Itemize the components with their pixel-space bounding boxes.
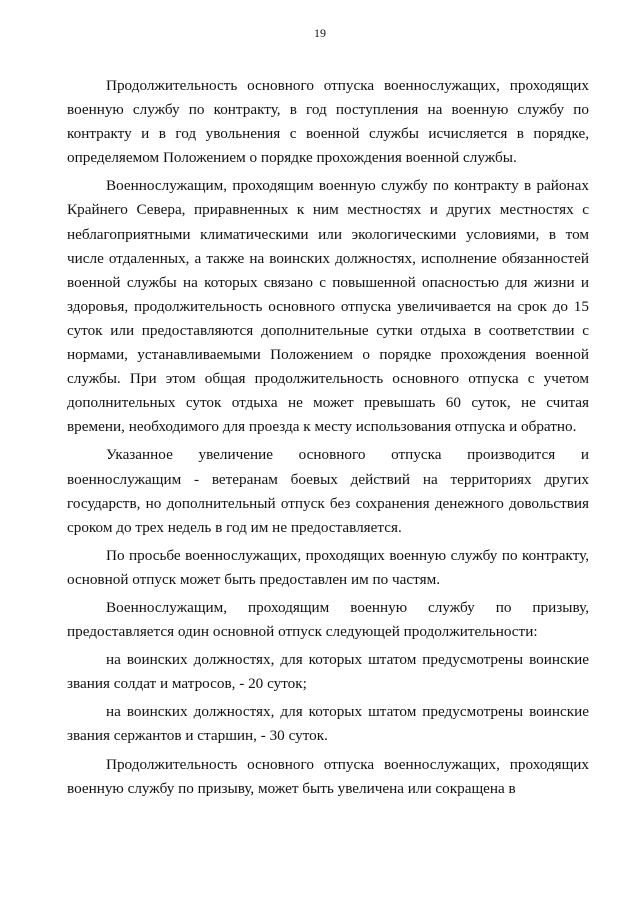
page-number: 19 xyxy=(314,26,326,40)
paragraph-veterans-extension: Указанное увеличение основного отпуска производится и военнослужащим - ветеранам боевых действий на территориях других государств, но дополнительный отпуск без сохранения денежного довольствия сроком до трех недель в год им не предоставляется. xyxy=(67,446,589,536)
paragraph-leave-in-parts: По просьбе военнослужащих, проходящих военную службу по контракту, основной отпуск может быть предоставлен им по частям. xyxy=(67,546,589,588)
paragraph-conscript-leave: Военнослужащим, проходящим военную службу по призыву, предоставляется один основной отпуск следующей продолжительности: xyxy=(67,598,589,641)
paragraph-conscript-leave-adjustment: Продолжительность основного отпуска военнослужащих, проходящих военную службу по призыву, может быть увеличена или сокращена в xyxy=(67,755,589,797)
document-body xyxy=(67,74,589,801)
paragraph-sergeants-30-days: на воинских должностях, для которых штатом предусмотрены воинские звания сержантов и старшин, - 30 суток. xyxy=(67,703,589,745)
paragraph-main-leave-contract-year: Продолжительность основного отпуска военнослужащих, проходящих военную службу по контракту, в год поступления на военную службу по контракту и в год увольнения с военной службы исчисляется в порядке, определяемом Положением о порядке прохождения военной службы. xyxy=(67,77,589,167)
paragraph-north-regions-extension: Военнослужащим, проходящим военную службу по контракту в районах Крайнего Севера, приравненных к ним местностях и других местностях с неблагоприятными климатическими или экологическими условиями, в том числе отдаленных, а также на воинских должностях, исполнение обязанностей военной службы на которых связано с повышенной опасностью для жизни и здоровья, продолжительность основного отпуска увеличивается на срок до 15 суток или предоставляются дополнительные сутки отдыха в соответствии с нормами, устанавливаемыми Положением о порядке прохождения военной службы. При этом общая продолжительность основного отпуска с учетом дополнительных суток отдыха не может превышать 60 суток, не считая времени, необходимого для проезда к месту использования отпуска и обратно. xyxy=(67,177,589,436)
paragraph-soldiers-sailors-20-days: на воинских должностях, для которых штатом предусмотрены воинские звания солдат и матросов, - 20 суток; xyxy=(67,651,589,693)
